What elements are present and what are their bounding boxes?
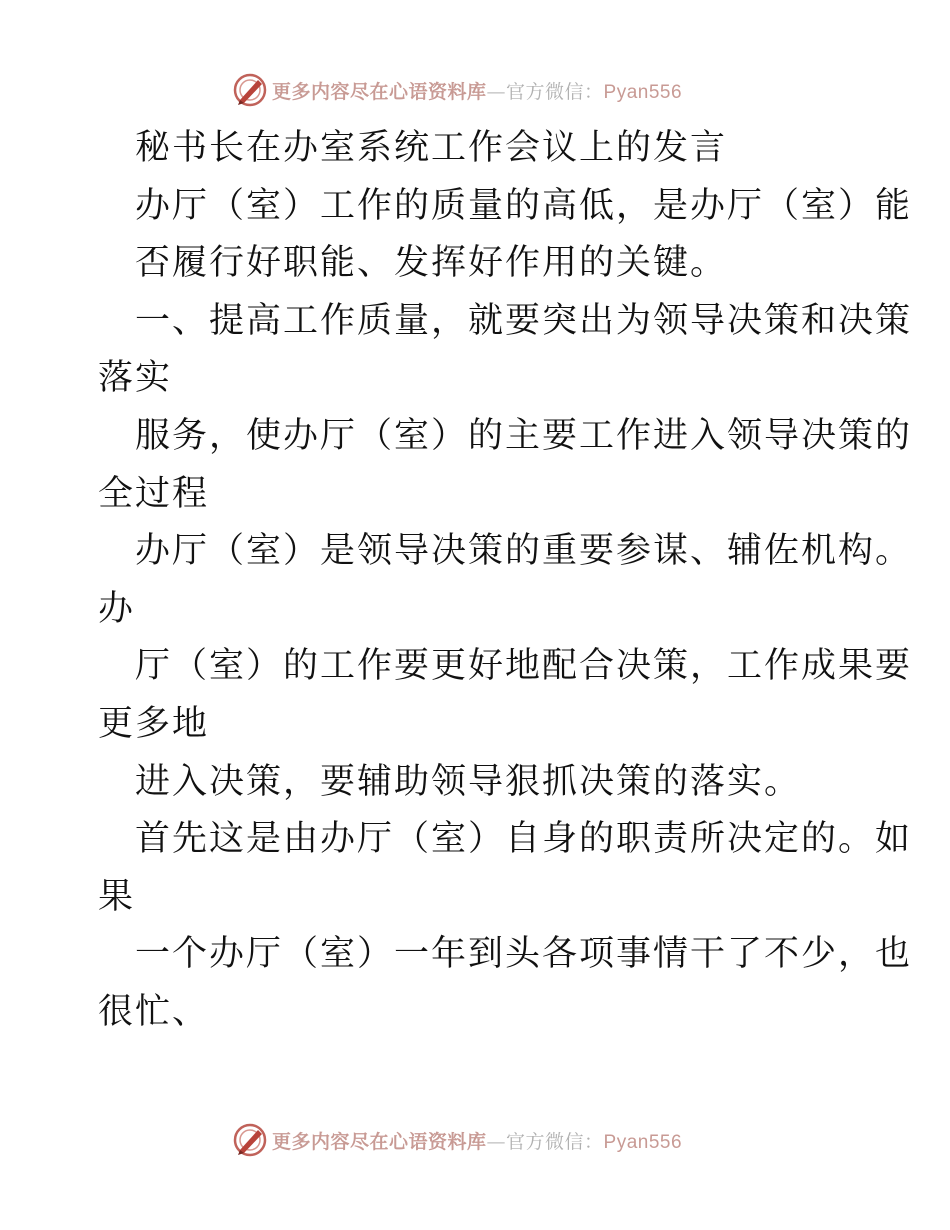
document-line: 一、提高工作质量，就要突出为领导决策和决策 bbox=[135, 300, 913, 341]
watermark-text bbox=[272, 77, 682, 104]
document-line: 首先这是由办厅（室）自身的职责所决定的。如 bbox=[135, 819, 913, 860]
watermark-official-label: 官方微信： bbox=[506, 1130, 604, 1153]
document-line: 全过程 bbox=[98, 473, 210, 514]
pen-circle-logo-icon bbox=[232, 72, 268, 108]
watermark-handle: Pyan556 bbox=[603, 1131, 683, 1153]
document-line: 厅（室）的工作要更好地配合决策，工作成果要 bbox=[135, 646, 913, 687]
watermark-dash: — bbox=[486, 80, 507, 103]
pen-circle-logo-icon bbox=[232, 1122, 268, 1158]
document-line: 服务，使办厅（室）的主要工作进入领导决策的 bbox=[135, 415, 913, 456]
document-line: 很忙、 bbox=[98, 991, 210, 1032]
document-line: 进入决策，要辅助领导狠抓决策的落实。 bbox=[135, 761, 802, 802]
document-line: 办厅（室）是领导决策的重要参谋、辅佐机构。 bbox=[135, 531, 913, 572]
document-line: 秘书长在办室系统工作会议上的发言 bbox=[135, 128, 728, 168]
watermark-dash: — bbox=[486, 1130, 507, 1153]
watermark-site-name: 更多内容尽在心语资料库 bbox=[272, 80, 487, 103]
header-watermark bbox=[232, 71, 732, 109]
watermark-site-name: 更多内容尽在心语资料库 bbox=[272, 1130, 487, 1153]
document-line: 办 bbox=[98, 588, 136, 629]
document-body bbox=[98, 120, 913, 1042]
document-line: 办厅（室）工作的质量的高低，是办厅（室）能 bbox=[135, 185, 913, 226]
footer-watermark bbox=[232, 1121, 732, 1159]
document-line: 落实 bbox=[98, 358, 173, 399]
document-line: 一个办厅（室）一年到头各项事情干了不少，也 bbox=[135, 934, 913, 975]
document-line: 更多地 bbox=[98, 703, 210, 744]
watermark-handle: Pyan556 bbox=[603, 81, 683, 103]
document-line: 否履行好职能、发挥好作用的关键。 bbox=[135, 243, 728, 284]
watermark-text bbox=[272, 1127, 682, 1154]
watermark-official-label: 官方微信： bbox=[506, 80, 604, 103]
document-line: 果 bbox=[98, 876, 136, 917]
